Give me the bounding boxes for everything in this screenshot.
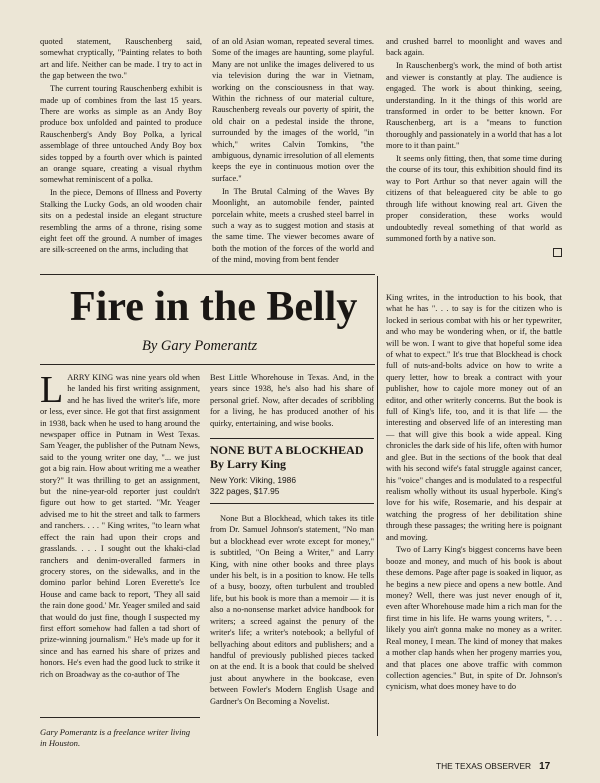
article-column-1 xyxy=(40,369,200,681)
paragraph: Best Little Whorehouse in Texas. And, in the years since 1938, he's also had his share of personal grief. Now, after decades of scribbling for a living, he has produced another of his quirky, entertaining, and wise books. xyxy=(210,373,374,428)
section-divider xyxy=(40,274,375,275)
column-rule xyxy=(377,276,378,736)
book-author: By Larry King xyxy=(210,457,287,472)
lead-paragraph: LARRY KING was nine years old when he landed his first writing assignment, and he has lived the writer's life, more or less, ever since. He got that first assignment in 1938, back when he used to hang around the newspaper office in Putnam in West Texas. Sam Yeager, the publisher of the Putnam News, said to the young writer one day, "... we just got a big rain. How about writing me a weather story?" It was thrilling to get an assignment, but the nine-year-old reporter just couldn't figure out how to get started. "Mr. Yeager advised me to hit the street and talk to farmers and ranchers. . . . " King writes, "to learn what effect the rain had upon their crops and grasslands. . . . I sought out the khaki-clad ranchers and denim-overalled farmers in grocery stores, on the sidewalks, and in the domino parlor behind Loren Everette's Ice House and came back to report, 'They all said the rain done good.' Mr. Yeager smiled and said that would do just fine, though I suspected my first effort somehow had fallen a tad short of prize-winning journalism." He's made up for it since and has earned his share of prizes and honors. He's even had the good luck to strike it rich on Broadway as the co-author of The xyxy=(40,369,200,679)
article-column-3 xyxy=(386,292,562,694)
page-number: 17 xyxy=(539,761,551,772)
paragraph: In The Brutal Calming of the Waves By Moonlight, an automobile fender, painted porcelain white, meets a crushed steel barrel in such a way as to suggest motion and stasis at the same time. The viewer becomes aware of both the motion of the forces of the world and of the mind, moving from bent fender xyxy=(212,186,374,265)
book-box-rule xyxy=(210,503,374,504)
page-footer xyxy=(436,761,550,772)
paragraph: The current touring Rauschenberg exhibit is made up of combines from the last 15 years. There are works as simple as an Andy Boy produce box unfolded and painted to produce Rauschenberg's Andy Boy Polka, a lyrical assemblage of three untouched Andy Boy box sides topped by a fourth over which is painted an orange square, creating a visual rhythm somewhat reminiscent of a polka. xyxy=(40,84,202,185)
publication-name: THE TEXAS OBSERVER xyxy=(436,761,532,771)
paragraph: It seems only fitting, then, that some time during the course of its tour, this exhibition should find its way to Port Arthur so that never again will the citizens of that beleaguered city be able to go through life without knowing real art. Given the proper consideration, these works would undoubtedly reveal something of that world as summoned forth by a native son. xyxy=(386,154,562,243)
article-title: Fire in the Belly xyxy=(70,284,358,330)
top-column-2 xyxy=(212,36,374,267)
drop-cap: L xyxy=(40,369,64,411)
book-pages-price: 322 pages, $17.95 xyxy=(210,486,280,497)
book-publisher: New York: Viking, 1986 xyxy=(210,475,296,486)
end-mark-icon xyxy=(553,248,562,257)
paragraph: quoted statement, Rauschenberg said, somewhat cryptically, "Painting relates to both art and life. Neither can be made. I try to act in the gap between the two." xyxy=(40,37,202,81)
article-byline: By Gary Pomerantz xyxy=(142,338,258,354)
paragraph: King writes, in the introduction to his book, that what he has ". . . to say is for the citizen who is locked in serious combat with his or her typewriter, and who may be wondering when, or if, the battle will be won. I want to give that hopeful some idea of what to expect." It's true that Blockhead is chock full of nuts-and-bolts advice on how to write a query letter, how to break a contract with your publisher, how to cajole more money out of an editor, and other writerly concerns. But the book is full of King's life, too, and it is that life — the interesting and observed life of an interesting man — that will give this book a wide appeal. King chronicles the dark side of his life, often with humor and glee. But in the sections of the book that deal with his second wife's fatal struggle against cancer, his "voice" changes and is modulated to a respectful realism wholly without its usual hyperbole. King's love for his wife, Rosemarie, and his despair at watching the progress of her debilitation shine through these passages; the writing here is poignant and moving. xyxy=(386,293,562,542)
byline-divider xyxy=(40,364,375,365)
book-box-rule xyxy=(210,438,374,439)
paragraph: Two of Larry King's biggest concerns have been booze and money, and much of his book is about these demons. Page after page is soaked in liquor, as he begins a new piece and opens a new bottle. And money? Well, there was just never enough of it, even after Whorehouse made him a rich man for the first time in his life. He warns young writers, ". . . likely you ain't gonna make no money as a writer. Real money, I mean. The kind of money that makes a mother clap hands when her progeny marries you, and that places one above traffic with common collection agencies." But, in spite of Dr. Johnson's cynicism, what does money have to do xyxy=(386,545,562,692)
paragraph: of an old Asian woman, repeated several times. Some of the images are haunting, some playful. Many are not unlike the images delivered to us via television during the war in Vietnam, working on the consciousness in that way. Within the richness of our material culture, Rauschenberg reveals our poverty of spirit, the old chair on a pedestal inside the throne, surrounded by the images of the world, "in which," writes Calvin Tomkins, "the ambiguous, dynamic irresolution of all elements keeps the eye in continuous motion over the surface." xyxy=(212,37,374,183)
article-column-2 xyxy=(210,372,374,708)
note-divider xyxy=(40,717,200,718)
top-column-3 xyxy=(386,36,562,257)
top-column-1 xyxy=(40,36,202,257)
paragraph: In Rauschenberg's work, the mind of both artist and viewer is constantly at play. The audience is engaged. The work is about thinking, seeing, understanding. In it the things of this world are transformed in order to be better known. For Rauschenberg, art is a "means to function thoroughly and passionately in a world that has a lot more to it than paint." xyxy=(386,61,562,151)
paragraph: In the piece, Demons of Illness and Poverty Stalking the Lucky Gods, an old wooden chair sits on a pedestal inside an elegant structure resembling the arms of a throne, rising some eight feet off the ground. A number of images are silk-screened on the arms, including that xyxy=(40,188,202,255)
paragraph: and crushed barrel to moonlight and waves and back again. xyxy=(386,37,562,58)
paragraph: None But a Blockhead, which takes its title from Dr. Samuel Johnson's statement, "No man but a blockhead ever wrote except for money," is subtitled, "On Being a Writer," and Larry King, with nine other books and three plays under his belt, is in a position to know. He tells of a busy, boozy, often turbulent and troubled life, but his book is more than a memoir — it is also a no-nonsense market advice handbook for writers; a screed against the penury of the writer's life; a writer's notebook; a bellyful of bellyaching about editors and publishers; and a handful of previously published pieces tacked on at the end. It is a book that could be shelved just about anywhere in the bookcase, even between Fowler's Modern English Usage and Gardner's On Becoming a Novelist. xyxy=(210,514,374,706)
book-title: NONE BUT A BLOCKHEAD xyxy=(210,443,364,458)
author-note: Gary Pomerantz is a freelance writer living in Houston. xyxy=(40,727,191,748)
